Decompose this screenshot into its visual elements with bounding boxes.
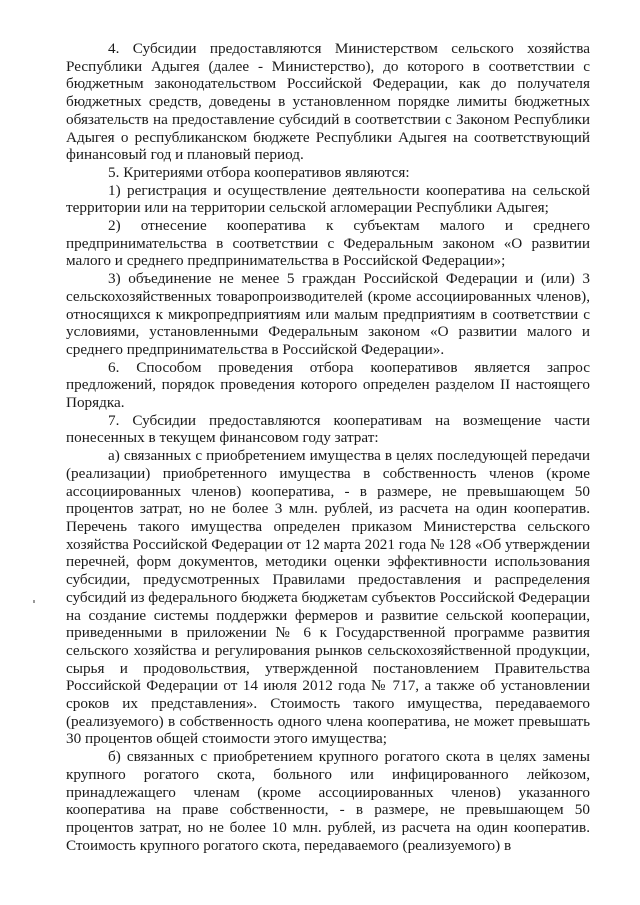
paragraph-5-selection-criteria: 5. Критериями отбора кооперативов являются: xyxy=(108,163,410,181)
criterion-3-membership: 3) объединение не менее 5 граждан Российской Федерации и (или) 3 сельскохозяйственных товаропроизводителей (кроме ассоциированных членов), относящихся к микропредприятиям или малым предприятиям в соответствии с условиями, установленными Федеральным законом «О развитии малого и среднего предпринимательства в Российской Федерации». xyxy=(66,270,590,358)
paragraph-4-subsidies-ministry: 4. Субсидии предоставляются Министерством сельского хозяйства Республики Адыгея (далее - Министерство), до которого в соответствии с бюджетным законодательством Российской Федерации, как до получателя бюджетных средств, доведены в установленном порядке лимиты бюджетных обязательств на предоставление субсидий в соответствии с Законом Республики Адыгея о республиканском бюджете Республики Адыгея на соответствующий финансовый год и плановый период. xyxy=(66,40,590,164)
criterion-2-small-business: 2) отнесение кооператива к субъектам малого и среднего предпринимательства в соответствии с Федеральным законом «О развитии малого и среднего предпринимательства в Российской Федерации»; xyxy=(66,217,590,270)
paragraph-6-selection-method: 6. Способом проведения отбора кооперативов является запрос предложений, порядок проведения которого определен разделом II настоящего Порядка. xyxy=(66,358,590,412)
document-page xyxy=(66,40,590,854)
criterion-1-registration: 1) регистрация и осуществление деятельности кооператива на сельской территории или на территории сельской агломерации Республики Адыгея; xyxy=(66,181,590,217)
item-b-cattle-acquisition: б) связанных с приобретением крупного рогатого скота в целях замены крупного рогатого скота, больного или инфицированного лейкозом, принадлежащего членам (кроме ассоциированных членов) указанного кооператива на праве собственности, - в размере, не превышающем 50 процентов затрат, но не более 10 млн. рублей, из расчета на один кооператив. Стоимость крупного рогатого скота, передаваемого (реализуемого) в xyxy=(66,748,590,854)
scan-speck xyxy=(33,600,35,603)
paragraph-7-reimbursement: 7. Субсидии предоставляются кооперативам на возмещение части понесенных в текущем финансовом году затрат: xyxy=(66,411,590,447)
item-a-property-acquisition: а) связанных с приобретением имущества в целях последующей передачи (реализации) приобретенного имущества в собственность членов (кроме ассоциированных членов) кооператива, - в размере, не превышающем 50 процентов затрат, но не более 3 млн. рублей, из расчета на один кооператив. Перечень такого имущества определен приказом Министерства сельского хозяйства Российской Федерации от 12 марта 2021 года № 128 «Об утверждении перечней, форм документов, методики оценки эффективности использования субсидии, предусмотренных Правилами предоставления и распределения субсидий из федерального бюджета бюджетам субъектов Российской Федерации на создание системы поддержки фермеров и развитие сельской кооперации, приведенными в приложении № 6 к Государственной программе развития сельского хозяйства и регулирования рынков сельскохозяйственной продукции, сырья и продовольствия, утвержденной постановлением Правительства Российской Федерации от 14 июля 2012 года № 717, а также об установлении сроков их представления». Стоимость такого имущества, передаваемого (реализуемого) в собственность одного члена кооператива, не может превышать 30 процентов общей стоимости этого имущества; xyxy=(66,447,590,748)
